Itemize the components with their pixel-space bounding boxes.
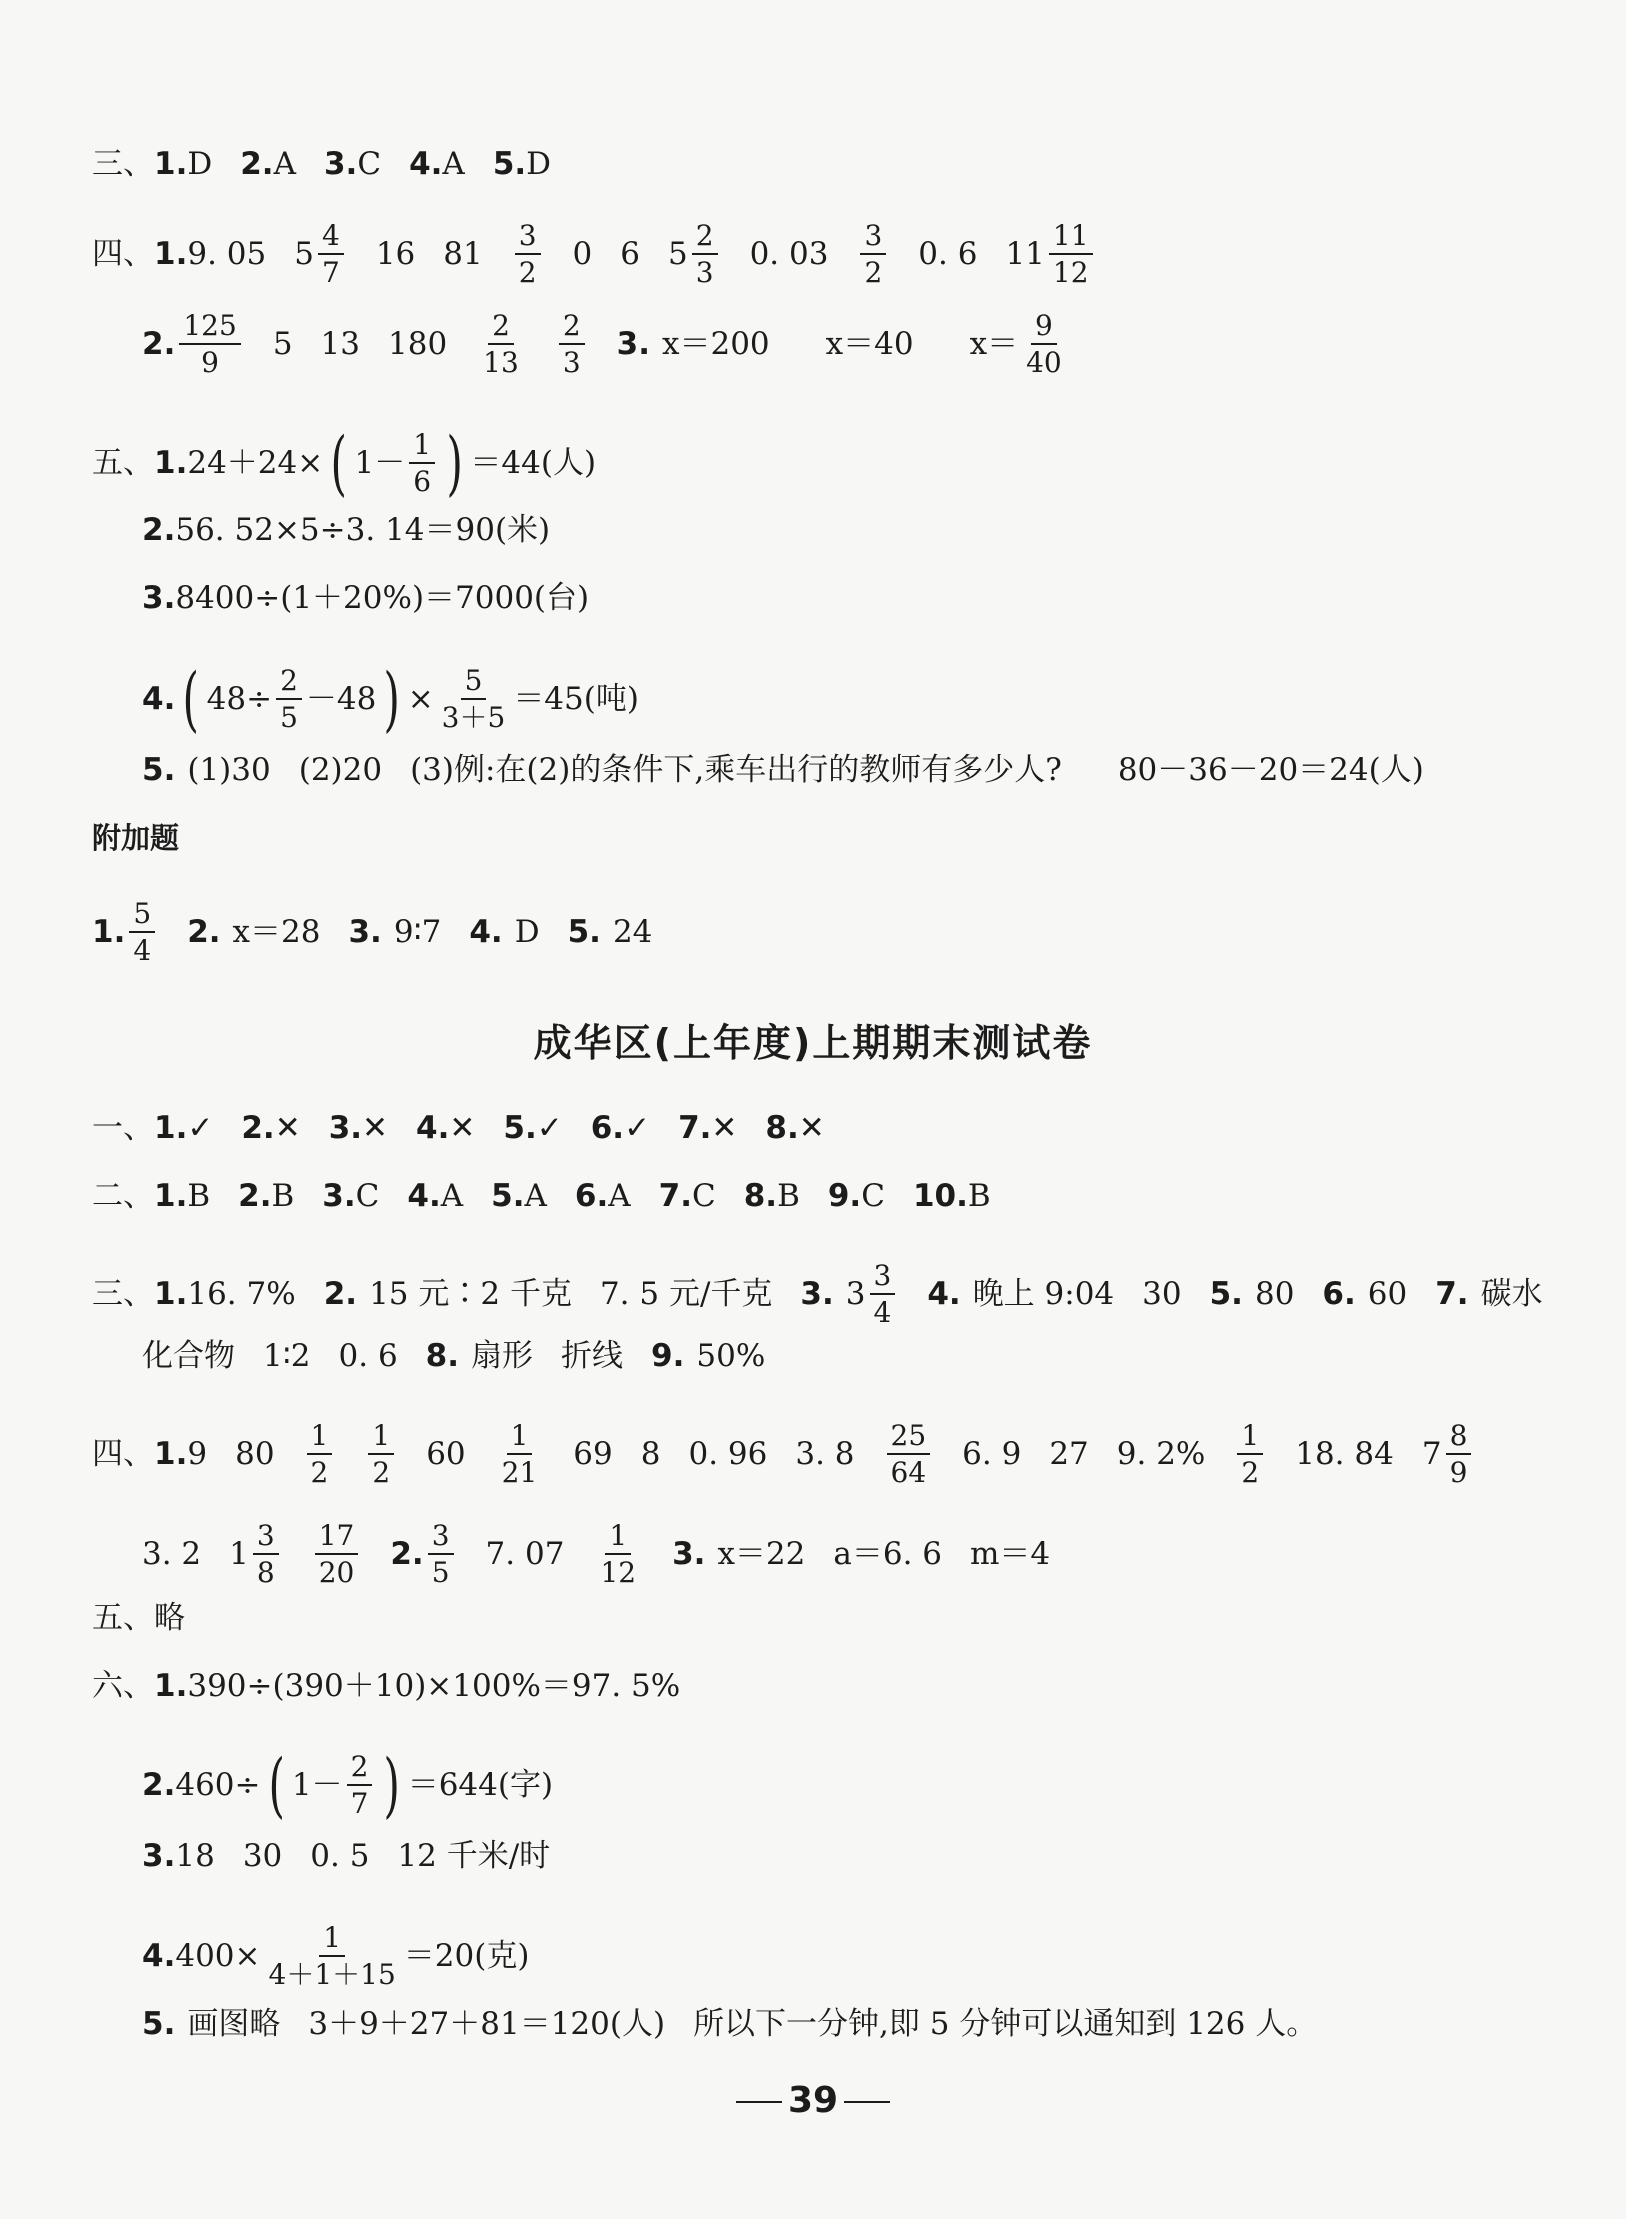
answer-value: 0. 6 bbox=[338, 1338, 398, 1374]
item-number: 3. bbox=[328, 1110, 363, 1146]
item-number: 1. bbox=[154, 236, 188, 272]
answer-value: 9. 05 bbox=[187, 236, 267, 272]
answer-line-s2-1 bbox=[92, 1110, 1586, 1146]
fraction: $\frac{3}{5}$ bbox=[428, 1520, 454, 1588]
item-number: 7. bbox=[678, 1110, 712, 1146]
item-number: 3. bbox=[800, 1276, 834, 1312]
item-number: 4. bbox=[416, 1110, 450, 1146]
formula-part: 1－ bbox=[291, 1767, 343, 1803]
answer-value: 15 元∶2 千克 bbox=[369, 1276, 572, 1312]
answer-value: 0. 6 bbox=[918, 236, 978, 272]
answer-value: 69 bbox=[573, 1436, 613, 1472]
section-label: 四、 bbox=[92, 1436, 154, 1472]
item-number: 4. bbox=[469, 914, 503, 950]
formula-part: ＝44(人) bbox=[470, 445, 597, 481]
answer-value: 0 bbox=[572, 236, 593, 272]
fraction: $\frac{11}{12}$ bbox=[1049, 220, 1093, 288]
item-number: 3. bbox=[348, 914, 382, 950]
item-number: 7. bbox=[658, 1178, 692, 1214]
answer-value: A bbox=[524, 1178, 547, 1214]
answer-value: A bbox=[273, 146, 296, 182]
answer-line-s2-6-5 bbox=[142, 2006, 1586, 2042]
item-number: 9. bbox=[651, 1338, 685, 1374]
answer-value: B bbox=[777, 1178, 800, 1214]
answer-value: 7. 07 bbox=[485, 1536, 565, 1572]
fraction: $\frac{3}{2}$ bbox=[860, 220, 886, 288]
item-number: 4. bbox=[142, 1938, 176, 1974]
answer-value: 7. 5 元/千克 bbox=[599, 1276, 773, 1312]
answer-value: C bbox=[355, 1178, 380, 1214]
answer-value: 0. 96 bbox=[688, 1436, 768, 1472]
answer-line-s2-3-1 bbox=[92, 1260, 1586, 1328]
answer-value: 7 bbox=[1421, 1436, 1442, 1472]
formula-part: × bbox=[407, 681, 434, 717]
page-number-value: 39 bbox=[787, 2080, 839, 2121]
bonus-title: 附加题 bbox=[92, 821, 180, 855]
answer-value: 0. 03 bbox=[749, 236, 829, 272]
formula-part: 24＋24× bbox=[187, 445, 324, 481]
item-number: 3. bbox=[672, 1536, 706, 1572]
fraction: $\frac{5}{3+5}$ bbox=[441, 664, 506, 734]
fraction: $\frac{17}{20}$ bbox=[315, 1520, 359, 1588]
answer-value: C bbox=[861, 1178, 885, 1214]
answer-line-s1-4-2 bbox=[142, 310, 1586, 378]
item-number: 5. bbox=[503, 1110, 537, 1146]
answer-value: 11 bbox=[1005, 236, 1045, 272]
fraction: $\frac{1}{2}$ bbox=[1237, 1420, 1263, 1488]
formula: 56. 52×5÷3. 14＝90(米) bbox=[175, 512, 551, 548]
judgement-mark: ✓ bbox=[187, 1110, 214, 1146]
item-number: 1. bbox=[154, 1436, 188, 1472]
answer-value: 6 bbox=[620, 236, 641, 272]
answer-value: 5 bbox=[294, 236, 314, 272]
answer-value: D bbox=[187, 146, 213, 182]
item-number: 3. bbox=[142, 1838, 176, 1874]
answer-value: 9. 2% bbox=[1116, 1436, 1206, 1472]
section-label: 三、 bbox=[92, 1276, 154, 1312]
answer-line-s2-4-1 bbox=[92, 1420, 1586, 1488]
item-number: 5. bbox=[491, 1178, 525, 1214]
fraction: $\frac{1}{4+1+15}$ bbox=[268, 1921, 396, 1991]
item-number: 4. bbox=[409, 146, 443, 182]
item-number: 10. bbox=[912, 1178, 968, 1214]
item-number: 1. bbox=[154, 1110, 188, 1146]
answer-value: 27 bbox=[1049, 1436, 1089, 1472]
answer-value: (1)30 bbox=[187, 752, 271, 788]
item-number: 5. bbox=[1209, 1276, 1243, 1312]
answer-value: 12 千米/时 bbox=[397, 1838, 551, 1874]
answer-value: A bbox=[442, 146, 465, 182]
paren: ( bbox=[267, 1744, 285, 1826]
answer-line-s1-3 bbox=[92, 146, 1586, 182]
answer-value: 60 bbox=[426, 1436, 466, 1472]
item-number: 6. bbox=[590, 1110, 625, 1146]
item-number: 2. bbox=[323, 1276, 358, 1312]
answer-value: 18 bbox=[175, 1838, 215, 1874]
fraction: $\frac{125}{9}$ bbox=[179, 310, 240, 378]
fraction: $\frac{2}{3}$ bbox=[692, 220, 718, 288]
answer-line-s1-5-4 bbox=[142, 658, 1586, 740]
answer-value: C bbox=[691, 1178, 716, 1214]
fraction: $\frac{3}{4}$ bbox=[870, 1260, 896, 1328]
answer-value: 80－36－20＝24(人) bbox=[1117, 752, 1424, 788]
answer-value: 6. 9 bbox=[962, 1436, 1022, 1472]
item-number: 2. bbox=[142, 512, 176, 548]
answer-line-s2-6-3 bbox=[142, 1838, 1586, 1874]
answer-value: (2)20 bbox=[298, 752, 383, 788]
answer-value: 5 bbox=[668, 236, 688, 272]
answer-value: 5 bbox=[272, 326, 293, 362]
item-number: 5. bbox=[142, 752, 176, 788]
formula-part: 460÷ bbox=[175, 1767, 261, 1803]
paren: ( bbox=[182, 658, 200, 740]
fraction: $\frac{1}{12}$ bbox=[600, 1519, 637, 1589]
answer-value: 折线 bbox=[561, 1338, 624, 1374]
formula-part: 48÷ bbox=[206, 681, 273, 717]
fraction: $\frac{2}{5}$ bbox=[276, 665, 302, 733]
formula: 390÷(390＋10)×100%＝97. 5% bbox=[187, 1668, 681, 1704]
formula-part: ＝45(吨) bbox=[513, 681, 639, 717]
answer-value: x＝22 bbox=[717, 1536, 806, 1572]
answer-value: D bbox=[526, 146, 552, 182]
answer-value: 13 bbox=[320, 326, 360, 362]
item-number: 3. bbox=[323, 146, 358, 182]
item-number: 1. bbox=[154, 445, 188, 481]
item-number: 2. bbox=[238, 1178, 272, 1214]
item-number: 2. bbox=[142, 1767, 176, 1803]
answer-value: x＝200 bbox=[662, 326, 770, 362]
answer-line-s2-6-1 bbox=[92, 1668, 1586, 1704]
answer-value: 画图略 bbox=[187, 2006, 281, 2042]
answer-line-s1-5-3 bbox=[142, 580, 1586, 616]
formula: 3＋9＋27＋81＝120(人) bbox=[308, 2006, 666, 2042]
formula-part: ＝644(字) bbox=[407, 1767, 554, 1803]
item-number: 8. bbox=[765, 1110, 799, 1146]
item-number: 1. bbox=[92, 914, 126, 950]
answer-value: B bbox=[187, 1178, 211, 1214]
item-number: 4. bbox=[142, 681, 176, 717]
judgement-mark: ✕ bbox=[274, 1110, 301, 1146]
judgement-mark: ✓ bbox=[536, 1110, 563, 1146]
item-number: 5. bbox=[492, 146, 527, 182]
answer-value: 晚上 9:04 bbox=[972, 1276, 1115, 1312]
answer-value: 扇形 bbox=[471, 1338, 534, 1374]
formula-part: 400× bbox=[175, 1938, 261, 1974]
answer-value: 9∶7 bbox=[393, 914, 442, 950]
answer-value: 3 bbox=[845, 1276, 866, 1312]
paren: ) bbox=[446, 422, 463, 504]
paren: ) bbox=[383, 658, 401, 740]
fraction: $\frac{5}{4}$ bbox=[129, 898, 155, 966]
answer-line-s1-4-1 bbox=[92, 220, 1586, 288]
item-number: 7. bbox=[1435, 1276, 1469, 1312]
answer-line-bonus bbox=[92, 898, 1586, 966]
section-label: 五、 bbox=[92, 1600, 154, 1636]
fraction: $\frac{2}{7}$ bbox=[347, 1751, 373, 1819]
item-number: 3. bbox=[616, 326, 650, 362]
page-number bbox=[0, 2080, 1626, 2121]
item-number: 6. bbox=[1322, 1276, 1356, 1312]
paren: ) bbox=[383, 1744, 401, 1826]
answer-line-s2-2 bbox=[92, 1178, 1586, 1214]
section-label: 六、 bbox=[92, 1668, 154, 1704]
answer-line-s2-6-4 bbox=[142, 1922, 1586, 1990]
item-number: 2. bbox=[390, 1536, 424, 1572]
formula: 8400÷(1＋20%)＝7000(台) bbox=[175, 580, 590, 616]
fraction: $\frac{1}{6}$ bbox=[409, 429, 435, 497]
item-number: 1. bbox=[154, 1668, 188, 1704]
answer-value: 16 bbox=[375, 236, 416, 272]
answer-value: x＝ bbox=[969, 326, 1019, 362]
answer-value: C bbox=[357, 146, 382, 182]
item-number: 5. bbox=[567, 914, 601, 950]
answer-value: 1 bbox=[229, 1536, 249, 1572]
answer-value: x＝40 bbox=[825, 326, 914, 362]
section-label: 五、 bbox=[92, 445, 154, 481]
section-label: 一、 bbox=[92, 1110, 154, 1146]
fraction: $\frac{8}{9}$ bbox=[1446, 1420, 1472, 1488]
answer-line-s2-4-2 bbox=[142, 1520, 1586, 1588]
answer-value: (3)例:在(2)的条件下,乘车出行的教师有多少人? bbox=[410, 752, 1062, 788]
answer-value: 16. 7% bbox=[187, 1276, 296, 1312]
answer-value: 30 bbox=[1142, 1276, 1182, 1312]
answer-value: 1∶2 bbox=[263, 1338, 311, 1374]
item-number: 8. bbox=[743, 1178, 778, 1214]
answer-value: 80 bbox=[1254, 1276, 1295, 1312]
fraction: $\frac{2}{13}$ bbox=[483, 309, 519, 379]
answer-value: D bbox=[514, 914, 540, 950]
item-number: 3. bbox=[322, 1178, 356, 1214]
item-number: 2. bbox=[240, 146, 274, 182]
judgement-mark: ✕ bbox=[711, 1110, 738, 1146]
formula-part: ＝20(克) bbox=[403, 1938, 530, 1974]
answer-value: 30 bbox=[242, 1838, 283, 1874]
formula-part: 1－ bbox=[354, 445, 406, 481]
answer-value: 80 bbox=[235, 1436, 275, 1472]
answer-value: 化合物 bbox=[142, 1338, 235, 1374]
test-paper-title: 成华区(上年度)上期期末测试卷 bbox=[533, 1021, 1093, 1065]
fraction: $\frac{25}{64}$ bbox=[887, 1420, 931, 1488]
item-number: 8. bbox=[425, 1338, 460, 1374]
fraction: $\frac{1}{2}$ bbox=[368, 1420, 394, 1488]
answer-value: 0. 5 bbox=[310, 1838, 370, 1874]
answer-value: A bbox=[440, 1178, 464, 1214]
item-number: 2. bbox=[187, 914, 221, 950]
fraction: $\frac{3}{8}$ bbox=[253, 1520, 279, 1588]
judgement-mark: ✕ bbox=[798, 1110, 825, 1146]
item-number: 6. bbox=[574, 1178, 609, 1214]
answer-value: 18. 84 bbox=[1295, 1436, 1394, 1472]
answer-value: 180 bbox=[388, 326, 448, 362]
answer-line-s2-5 bbox=[92, 1600, 1586, 1636]
section-label: 三、 bbox=[92, 146, 154, 182]
answer-value: B bbox=[967, 1178, 991, 1214]
judgement-mark: ✓ bbox=[624, 1110, 651, 1146]
answer-line-s2-3-2 bbox=[142, 1338, 1586, 1374]
answer-value: x＝28 bbox=[232, 914, 321, 950]
section-label: 四、 bbox=[92, 236, 154, 272]
answer-value: 3. 8 bbox=[795, 1436, 855, 1472]
answer-value: A bbox=[608, 1178, 631, 1214]
item-number: 2. bbox=[142, 326, 176, 362]
answer-value: 9 bbox=[187, 1436, 208, 1472]
answer-line-s1-5-5 bbox=[142, 752, 1586, 788]
answer-value: 略 bbox=[154, 1600, 185, 1636]
item-number: 4. bbox=[927, 1276, 961, 1312]
fraction: $\frac{4}{7}$ bbox=[318, 220, 344, 288]
item-number: 3. bbox=[142, 580, 176, 616]
item-number: 1. bbox=[154, 1178, 188, 1214]
section-label: 二、 bbox=[92, 1178, 154, 1214]
answer-line-s2-6-2 bbox=[142, 1744, 1586, 1826]
answer-value: B bbox=[271, 1178, 295, 1214]
fraction: $\frac{1}{21}$ bbox=[501, 1419, 538, 1489]
judgement-mark: ✕ bbox=[449, 1110, 476, 1146]
item-number: 4. bbox=[407, 1178, 441, 1214]
answer-value: 3. 2 bbox=[142, 1536, 202, 1572]
answer-value: m＝4 bbox=[970, 1536, 1051, 1572]
answer-value: 50% bbox=[696, 1338, 766, 1374]
answer-value: 81 bbox=[443, 236, 483, 272]
answer-value: a＝6. 6 bbox=[833, 1536, 943, 1572]
answer-value: 所以下一分钟,即 5 分钟可以通知到 126 人。 bbox=[693, 2006, 1318, 2042]
item-number: 1. bbox=[154, 146, 188, 182]
fraction: $\frac{3}{2}$ bbox=[515, 220, 541, 288]
formula-part: －48 bbox=[305, 681, 377, 717]
judgement-mark: ✕ bbox=[362, 1110, 389, 1146]
fraction: $\frac{9}{40}$ bbox=[1026, 309, 1062, 379]
answer-line-s1-5-1 bbox=[92, 422, 1586, 504]
item-number: 9. bbox=[827, 1178, 862, 1214]
answer-value: 8 bbox=[640, 1436, 661, 1472]
answer-value: 24 bbox=[612, 914, 653, 950]
paren: ( bbox=[330, 422, 348, 504]
fraction: $\frac{1}{2}$ bbox=[307, 1420, 333, 1488]
answer-line-s1-5-2 bbox=[142, 512, 1586, 548]
answer-value: 碳水 bbox=[1480, 1276, 1543, 1312]
answer-value: 60 bbox=[1367, 1276, 1408, 1312]
item-number: 5. bbox=[142, 2006, 176, 2042]
item-number: 1. bbox=[154, 1276, 188, 1312]
item-number: 2. bbox=[241, 1110, 275, 1146]
fraction: $\frac{2}{3}$ bbox=[559, 310, 585, 378]
